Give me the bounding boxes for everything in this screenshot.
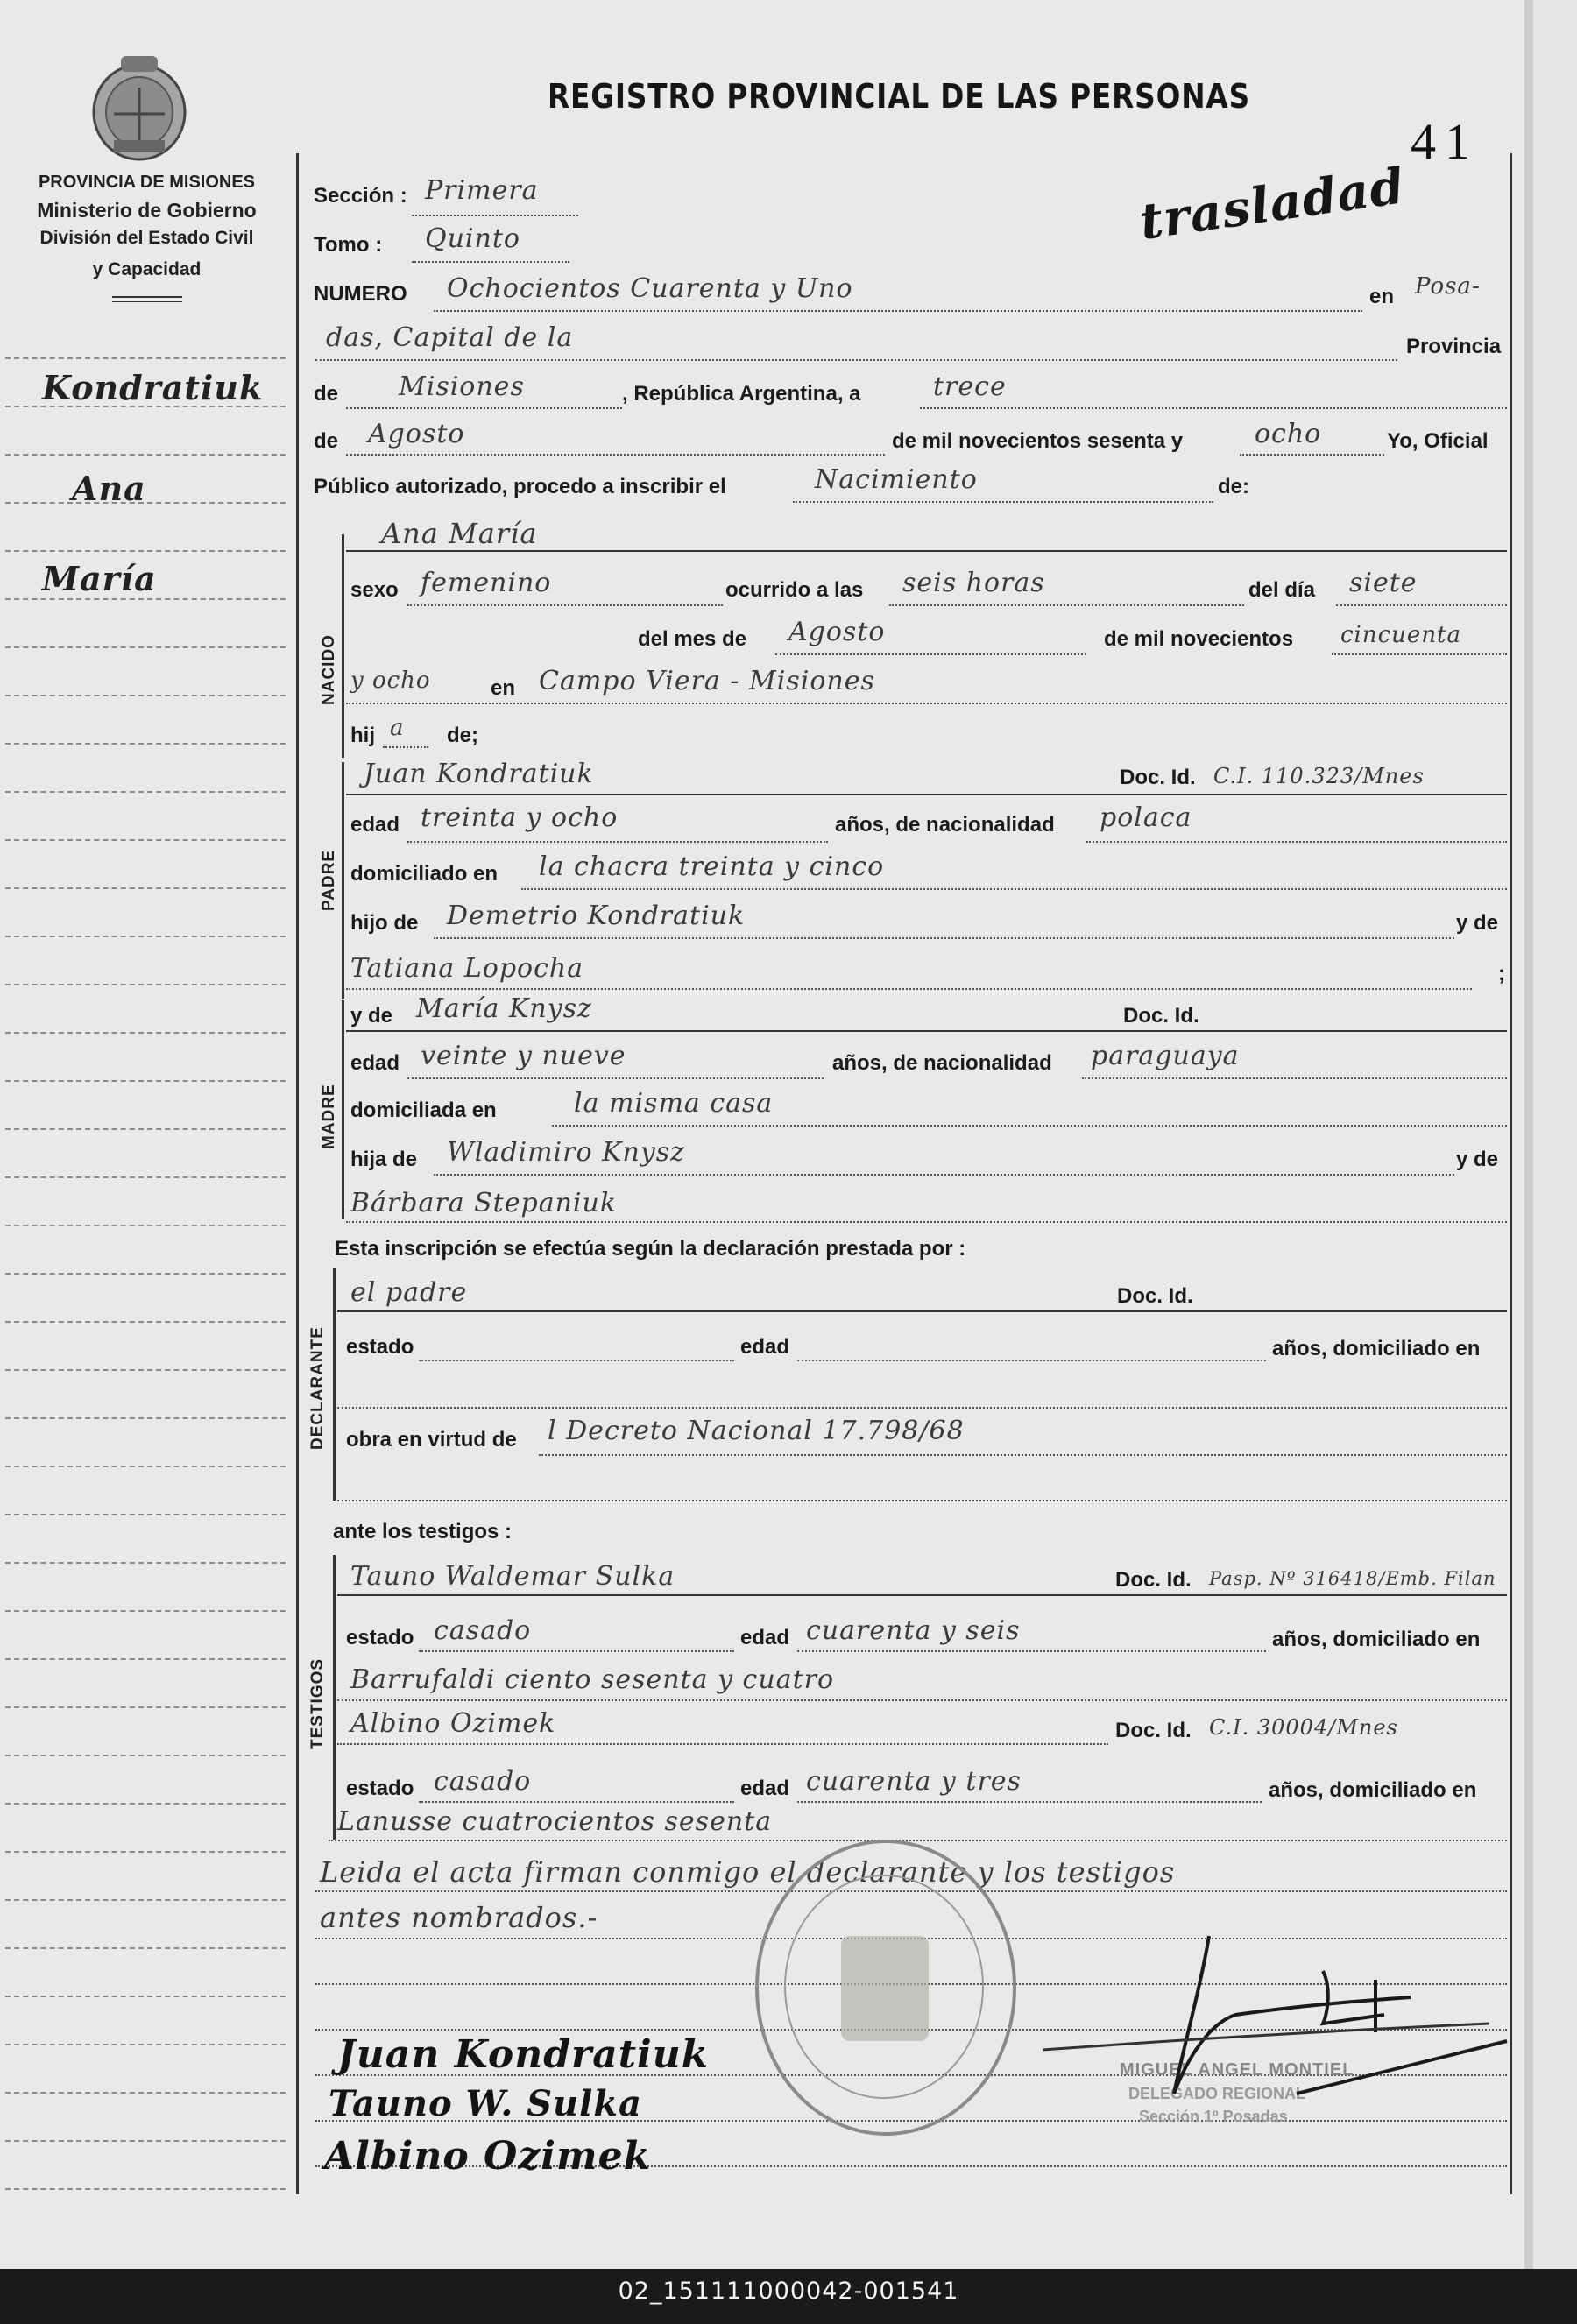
value-testigo2-dom: Lanusse cuatrocientos sesenta — [337, 1806, 773, 1837]
fill-line — [346, 454, 885, 456]
value-mes: Agosto — [368, 419, 465, 449]
label-anos-dom-testigo2: años, domiciliado en — [1269, 1778, 1477, 1802]
margin-line — [5, 1225, 286, 1226]
value-en: Posa- — [1415, 273, 1481, 300]
margin-line — [5, 743, 286, 745]
margin-line — [5, 1176, 286, 1178]
fill-line — [797, 1360, 1266, 1361]
value-declarante: el padre — [350, 1277, 468, 1308]
margin-line — [5, 1032, 286, 1034]
margin-line — [5, 357, 286, 359]
fill-line — [346, 1221, 1507, 1223]
value-padre: Juan Kondratiuk — [364, 759, 594, 789]
value-lugar: Campo Viera - Misiones — [539, 666, 875, 696]
fill-line — [552, 1125, 1507, 1127]
value-testigo1: Tauno Waldemar Sulka — [350, 1561, 675, 1592]
value-madre-hija-de: Wladimiro Knysz — [447, 1137, 685, 1168]
fill-line — [797, 1650, 1266, 1652]
value-testigo2-estado: casado — [434, 1766, 532, 1797]
label-hijo-de: hijo de — [350, 911, 419, 935]
label-testigos: ante los testigos : — [333, 1520, 513, 1543]
label-ocurrido: ocurrido a las — [725, 578, 864, 602]
closing-line-2: antes nombrados.- — [320, 1901, 598, 1934]
file-caption: 02_151111000042-001541 — [618, 2278, 959, 2305]
fill-line — [419, 1650, 734, 1652]
value-testigo1-edad: cuarenta y seis — [806, 1615, 1021, 1646]
fill-line — [337, 1500, 1507, 1501]
value-testigo1-estado: casado — [434, 1615, 532, 1646]
margin-line — [5, 1128, 286, 1130]
label-anos-nac-madre: años, de nacionalidad — [832, 1051, 1052, 1075]
label-en: en — [1369, 285, 1395, 308]
value-obra: l Decreto Nacional 17.798/68 — [548, 1416, 965, 1446]
side-testigos: TESTIGOS — [308, 1657, 327, 1750]
stamp-emblem — [841, 1936, 929, 2041]
value-padre-edad: treinta y ocho — [421, 802, 619, 833]
label-obra: obra en virtud de — [346, 1428, 517, 1452]
value-numero: Ochocientos Cuarenta y Uno — [447, 273, 853, 304]
value-anio-nac-2: y ocho — [350, 668, 431, 694]
label-anos-dom-declarante: años, domiciliado en — [1272, 1337, 1481, 1360]
value-tomo: Quinto — [425, 223, 520, 254]
value-padre-dom: la chacra treinta y cinco — [539, 851, 885, 882]
value-padre-madre: Tatiana Lopocha — [350, 953, 584, 984]
label-de-semi: de; — [447, 724, 478, 747]
margin-line — [5, 1996, 286, 1997]
fill-line — [337, 1699, 1507, 1701]
margin-line — [5, 936, 286, 937]
label-y-de-padre: y de — [1456, 911, 1499, 935]
fill-line — [539, 1454, 1507, 1456]
fill-line — [434, 1174, 1454, 1176]
margin-line — [5, 839, 286, 841]
margin-name-2: María — [42, 559, 157, 598]
fill-line — [407, 841, 828, 843]
side-padre: PADRE — [320, 849, 338, 912]
value-madre-dom: la misma casa — [574, 1088, 774, 1119]
label-domiciliado-padre: domiciliado en — [350, 862, 499, 886]
margin-line — [5, 1514, 286, 1515]
margin-line — [5, 2188, 286, 2190]
signature-3: Albino Ozimek — [324, 2134, 652, 2179]
margin-line — [5, 1803, 286, 1805]
label-edad-padre: edad — [350, 813, 400, 837]
label-estado-declarante: estado — [346, 1335, 414, 1359]
side-madre: MADRE — [320, 1084, 338, 1150]
label-de-mil-nov: de mil novecientos — [1104, 627, 1294, 651]
margin-line — [5, 1080, 286, 1082]
margin-line — [5, 1610, 286, 1612]
fill-line — [346, 988, 1472, 990]
official-title: DELEGADO REGIONAL — [1128, 2085, 1306, 2102]
label-de-colon: de: — [1218, 475, 1249, 498]
margin-line — [5, 2092, 286, 2094]
page-edge-inner — [1533, 0, 1577, 2269]
label-publico: Público autorizado, procedo a inscribir el — [314, 475, 726, 498]
fill-line — [793, 501, 1213, 503]
label-doc-testigo2: Doc. Id. — [1115, 1719, 1192, 1742]
value-madre-edad: veinte y nueve — [421, 1041, 626, 1071]
signature-2: Tauno W. Sulka — [329, 2083, 642, 2124]
label-edad-testigo1: edad — [740, 1626, 790, 1649]
margin-line — [5, 2140, 286, 2142]
fill-line — [346, 703, 1507, 704]
value-hij-suffix: a — [390, 715, 405, 741]
fill-line — [434, 937, 1454, 939]
label-anos-dom-testigo1: años, domiciliado en — [1272, 1628, 1481, 1651]
value-dia: trece — [933, 371, 1007, 402]
value-testigo1-doc: Pasp. Nº 316418/Emb. Filan — [1209, 1568, 1496, 1589]
value-anio: ocho — [1255, 419, 1322, 449]
margin-line — [5, 1562, 286, 1564]
value-madre-nac: paraguaya — [1091, 1041, 1240, 1071]
margin-rule — [296, 153, 299, 2194]
label-de: de — [314, 382, 339, 406]
label-provincia: Provincia — [1406, 335, 1502, 358]
margin-line — [5, 454, 286, 456]
value-hora: seis horas — [902, 568, 1045, 598]
label-edad-declarante: edad — [740, 1335, 790, 1359]
fill-line — [412, 215, 578, 216]
margin-line — [5, 695, 286, 696]
label-yo-oficial: Yo, Oficial — [1387, 429, 1489, 453]
province-label: PROVINCIA DE MISIONES — [38, 173, 256, 192]
margin-line — [5, 1899, 286, 1901]
section-rule — [346, 1030, 1507, 1032]
side-nacido: NACIDO — [320, 634, 338, 706]
divider — [112, 296, 182, 298]
label-estado-testigo1: estado — [346, 1626, 414, 1649]
margin-surname: Kondratiuk — [42, 368, 264, 407]
side-declarante: DECLARANTE — [308, 1326, 327, 1451]
document-title: REGISTRO PROVINCIAL DE LAS PERSONAS — [548, 77, 1250, 116]
fill-line — [521, 888, 1507, 890]
value-en-2: das, Capital de la — [326, 322, 574, 353]
margin-line — [5, 1417, 286, 1419]
fill-line — [407, 1077, 824, 1079]
label-doc-madre: Doc. Id. — [1123, 1004, 1199, 1028]
margin-line — [5, 1755, 286, 1756]
fill-line — [346, 407, 622, 409]
value-nombre: Ana María — [381, 517, 538, 550]
value-madre-madre: Bárbara Stepaniuk — [350, 1188, 617, 1219]
value-testigo2: Albino Ozimek — [350, 1708, 556, 1739]
fill-line — [1336, 604, 1507, 606]
fill-line — [1082, 1077, 1507, 1079]
official-name: MIGUEL ANGEL MONTIEL — [1120, 2060, 1354, 2080]
margin-line — [5, 598, 286, 600]
fill-line — [775, 653, 1086, 655]
value-testigo2-edad: cuarenta y tres — [806, 1766, 1022, 1797]
fill-line — [329, 1840, 1507, 1841]
margin-line — [5, 646, 286, 648]
fill-line — [419, 1801, 734, 1803]
label-tomo: Tomo : — [314, 233, 383, 257]
fill-line — [797, 1801, 1262, 1803]
label-doc-testigo1: Doc. Id. — [1115, 1568, 1192, 1592]
label-sexo: sexo — [350, 578, 399, 602]
label-del-dia: del día — [1248, 578, 1316, 602]
margin-line — [5, 887, 286, 889]
margin-line — [5, 1706, 286, 1708]
fill-line — [407, 604, 723, 606]
label-semicolon: ; — [1498, 962, 1505, 985]
value-anio-nac: cincuenta — [1340, 622, 1462, 648]
margin-name-1: Ana — [72, 469, 146, 508]
label-de-mes: de — [314, 429, 339, 453]
value-sexo: femenino — [421, 568, 552, 598]
margin-line — [5, 1369, 286, 1371]
value-provincia: Misiones — [399, 371, 525, 402]
section-rule — [337, 1594, 1507, 1596]
value-padre-nac: polaca — [1100, 802, 1192, 833]
label-del-mes: del mes de — [638, 627, 747, 651]
fill-line — [1240, 454, 1384, 456]
label-de-mil: de mil novecientos sesenta y — [892, 429, 1184, 453]
official-section: Sección 1º Posadas — [1139, 2108, 1288, 2125]
fill-line — [337, 1407, 1507, 1409]
official-signature — [1034, 1918, 1524, 2111]
margin-line — [5, 1321, 286, 1323]
margin-line — [5, 1851, 286, 1853]
section-rule — [346, 794, 1507, 795]
margin-line — [5, 550, 286, 552]
margin-line — [5, 791, 286, 793]
label-en-lugar: en — [491, 676, 516, 700]
value-mes-nac: Agosto — [788, 617, 886, 647]
margin-line — [5, 2044, 286, 2045]
label-republica: , República Argentina, a — [622, 382, 861, 406]
fill-line — [412, 261, 569, 263]
label-anos-nac-padre: años, de nacionalidad — [835, 813, 1055, 837]
fill-line — [889, 604, 1244, 606]
margin-line — [5, 1466, 286, 1467]
label-doc-padre: Doc. Id. — [1120, 766, 1196, 789]
transfer-annotation: trasladad — [1135, 157, 1409, 251]
fill-line — [920, 407, 1507, 409]
section-rule — [346, 550, 1507, 552]
fill-line — [1332, 653, 1507, 655]
label-domiciliada: domiciliada en — [350, 1098, 497, 1122]
value-madre: María Knysz — [416, 993, 592, 1024]
divider — [112, 301, 182, 302]
fill-line — [1086, 841, 1507, 843]
fill-line — [434, 310, 1362, 312]
margin-line — [5, 1658, 286, 1660]
label-doc-declarante: Doc. Id. — [1117, 1284, 1193, 1308]
value-testigo2-doc: C.I. 30004/Mnes — [1209, 1715, 1398, 1740]
closing-line-1: Leida el acta firman conmigo el declarante y los testigos — [320, 1855, 1176, 1889]
label-numero: NUMERO — [314, 282, 407, 306]
label-edad-madre: edad — [350, 1051, 400, 1075]
capacity-label: y Capacidad — [92, 259, 202, 279]
margin-line — [5, 984, 286, 985]
section-rule — [337, 1310, 1507, 1312]
margin-line — [5, 1273, 286, 1275]
fill-line — [315, 359, 1397, 361]
label-hij: hij — [350, 724, 375, 747]
right-rule — [1510, 153, 1512, 2194]
label-y-de-madre: y de — [350, 1004, 393, 1028]
page-number: 41 — [1411, 113, 1479, 170]
fill-line — [419, 1360, 734, 1361]
ministry-label: Ministerio de Gobierno — [37, 199, 257, 222]
coat-of-arms-icon — [88, 53, 191, 162]
value-padre-hijo-de: Demetrio Kondratiuk — [447, 901, 746, 931]
label-estado-testigo2: estado — [346, 1777, 414, 1800]
signature-1: Juan Kondratiuk — [337, 2032, 710, 2077]
value-padre-doc: C.I. 110.323/Mnes — [1213, 764, 1425, 788]
division-label: División del Estado Civil — [39, 228, 254, 248]
fill-line — [383, 746, 428, 748]
label-seccion: Sección : — [314, 184, 407, 208]
value-testigo1-dom: Barrufaldi ciento sesenta y cuatro — [350, 1664, 835, 1695]
fill-line — [337, 1743, 1108, 1745]
value-dia-nac: siete — [1349, 568, 1418, 598]
value-seccion: Primera — [425, 175, 539, 206]
label-y-de-madre-2: y de — [1456, 1148, 1499, 1171]
label-inscripcion: Esta inscripción se efectúa según la declaración prestada por : — [335, 1237, 966, 1261]
margin-line — [5, 1947, 286, 1949]
label-edad-testigo2: edad — [740, 1777, 790, 1800]
value-acto: Nacimiento — [815, 464, 978, 495]
label-hija-de: hija de — [350, 1148, 418, 1171]
